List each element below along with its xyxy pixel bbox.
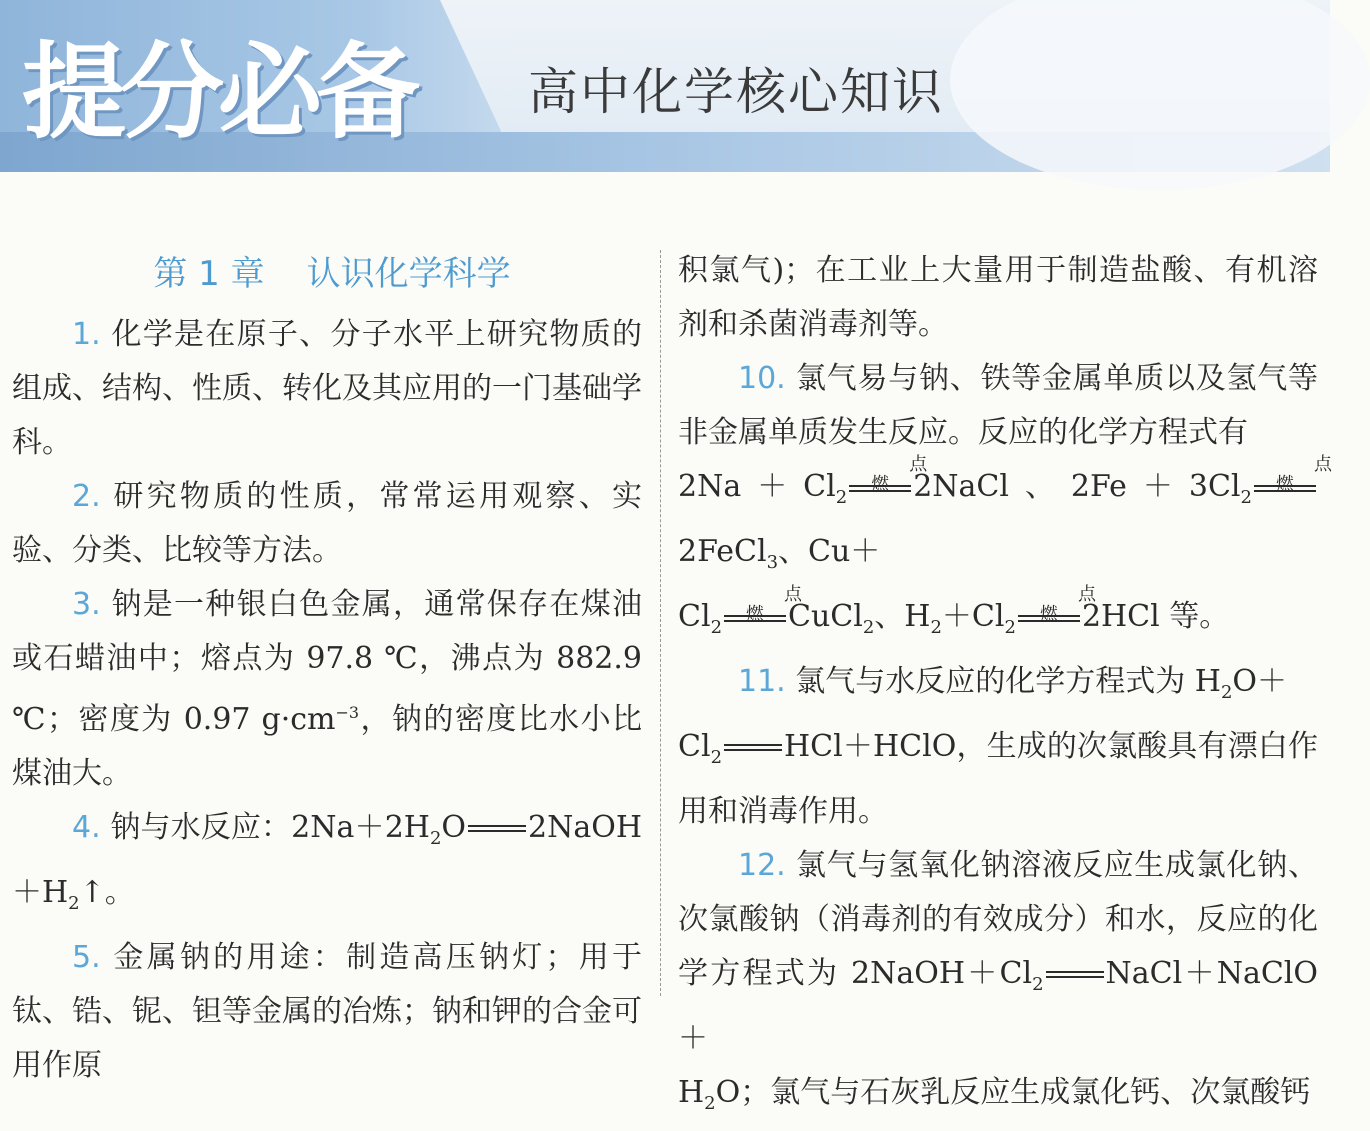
- item-text: 氯气与氢氧化钠溶液反应生成氯化钠、次氯酸钠（消毒剂的有效成分）和水，反应的化学方程式为 2NaOH＋Cl: [678, 848, 1319, 991]
- item-text: 氯气易与钠、铁等金属单质以及氢气等非金属单质发生反应。反应的化学方程式有: [678, 361, 1319, 450]
- banner-subtitle: 高中化学核心知识: [528, 63, 944, 121]
- item-number: 2.: [72, 479, 101, 514]
- equation-text: NaCl＋NaClO＋: [678, 956, 1318, 1056]
- superscript: −3: [335, 703, 360, 722]
- reaction-arrow: [1018, 584, 1096, 625]
- reaction-condition: 点燃: [1275, 454, 1332, 495]
- knowledge-item-11: [678, 655, 1318, 839]
- subscript: 2: [1032, 974, 1044, 995]
- reaction-arrow: [849, 454, 928, 495]
- item-number: 12.: [738, 848, 786, 883]
- item-text: HCl＋HClO，生成的次氯酸具有漂白作用和消毒作用。: [678, 729, 1318, 829]
- reaction-arrow: [724, 584, 803, 625]
- equation-text: 2HCl 等。: [1081, 599, 1230, 634]
- column-divider: [660, 250, 661, 996]
- chapter-heading: [12, 244, 642, 304]
- equation-text: 2FeCl: [678, 534, 767, 569]
- equation-text: 2NaOH＋H: [12, 810, 642, 910]
- equation-text: 、Cu＋: [778, 534, 881, 569]
- subscript: 2: [710, 747, 723, 768]
- item-number: 11.: [738, 664, 786, 699]
- item-text: 研究物质的性质，常常运用观察、实验、分类、比较等方法。: [12, 479, 642, 568]
- reaction-arrow: [1254, 454, 1332, 495]
- item-number: 5.: [72, 940, 101, 975]
- equation-text: H: [678, 1075, 705, 1110]
- item-text: ，钠的密度比水小比煤油大。: [12, 702, 643, 791]
- subscript: 2: [835, 487, 848, 508]
- knowledge-item-1: [12, 308, 642, 470]
- right-column: [678, 244, 1332, 1131]
- item-text: O＋: [1232, 664, 1288, 699]
- knowledge-item-9-continued: [678, 244, 1318, 352]
- equation-text: 钠与水反应：2Na＋2H: [110, 810, 430, 845]
- reaction-condition: 点燃: [871, 454, 928, 495]
- item-text: 钠是一种银白色金属，通常保存在煤油或石蜡油中；熔点为 97.8 ℃，沸点为 882.9 ℃；密度为 0.97 g·cm: [12, 587, 642, 737]
- equals-sign: [1046, 969, 1104, 981]
- equals-sign: [468, 823, 526, 835]
- item-number: 10.: [738, 361, 786, 396]
- equation-text: 2NaCl、2Fe＋3Cl: [913, 469, 1241, 504]
- subscript: 2: [68, 893, 80, 914]
- item-text: 积氯气)；在工业上大量用于制造盐酸、有机溶剂和杀菌消毒剂等。: [678, 253, 1318, 342]
- subscript: 2: [704, 1093, 716, 1114]
- item-number: 4.: [72, 810, 101, 845]
- knowledge-item-3: [12, 578, 642, 801]
- equation-text: ＋Cl: [941, 599, 1005, 634]
- subscript: 2: [930, 617, 942, 638]
- subscript: 2: [429, 828, 442, 849]
- item-text: 氯气与水反应的化学方程式为 H: [795, 664, 1221, 699]
- subscript: 2: [1220, 682, 1233, 703]
- left-column: [12, 244, 642, 1093]
- chapter-title: 认识化学科学: [306, 254, 511, 294]
- knowledge-item-2: [12, 470, 642, 578]
- subscript: 2: [862, 617, 875, 638]
- equation-text: Cl: [678, 729, 711, 764]
- equation-text: ↑。: [79, 875, 135, 910]
- knowledge-item-5: [12, 931, 642, 1093]
- item-text: 金属钠的用途：制造高压钠灯；用于钛、锆、铌、钽等金属的冶炼；钠和钾的合金可用作原: [12, 940, 642, 1083]
- equals-sign: [724, 742, 782, 754]
- subscript: 2: [1004, 617, 1016, 638]
- equation-text: CuCl: [788, 599, 863, 634]
- item-number: 1.: [72, 317, 101, 352]
- banner-title: 提分必备: [22, 31, 415, 153]
- equation-text: 、H: [874, 599, 931, 634]
- header-banner: [0, 0, 1330, 172]
- knowledge-item-12: [678, 839, 1318, 1131]
- item-number: 3.: [72, 587, 101, 622]
- item-text: 化学是在原子、分子水平上研究物质的组成、结构、性质、转化及其应用的一门基础学科。: [12, 317, 642, 460]
- knowledge-item-10: [678, 352, 1332, 655]
- equation-text: Cl: [678, 599, 711, 634]
- reaction-condition: 点燃: [746, 584, 803, 625]
- subscript: 3: [766, 552, 779, 573]
- subscript: 2: [710, 617, 723, 638]
- knowledge-item-4: [12, 801, 642, 931]
- equation-text: O: [441, 810, 466, 845]
- chapter-number: 第 1 章: [153, 254, 265, 294]
- item-text: O；氯气与石灰乳反应生成氯化钙、次氯酸钙: [715, 1075, 1311, 1110]
- subscript: 2: [1240, 487, 1252, 508]
- equation-text: 2Na＋Cl: [678, 469, 836, 504]
- reaction-condition: 点燃: [1039, 584, 1096, 625]
